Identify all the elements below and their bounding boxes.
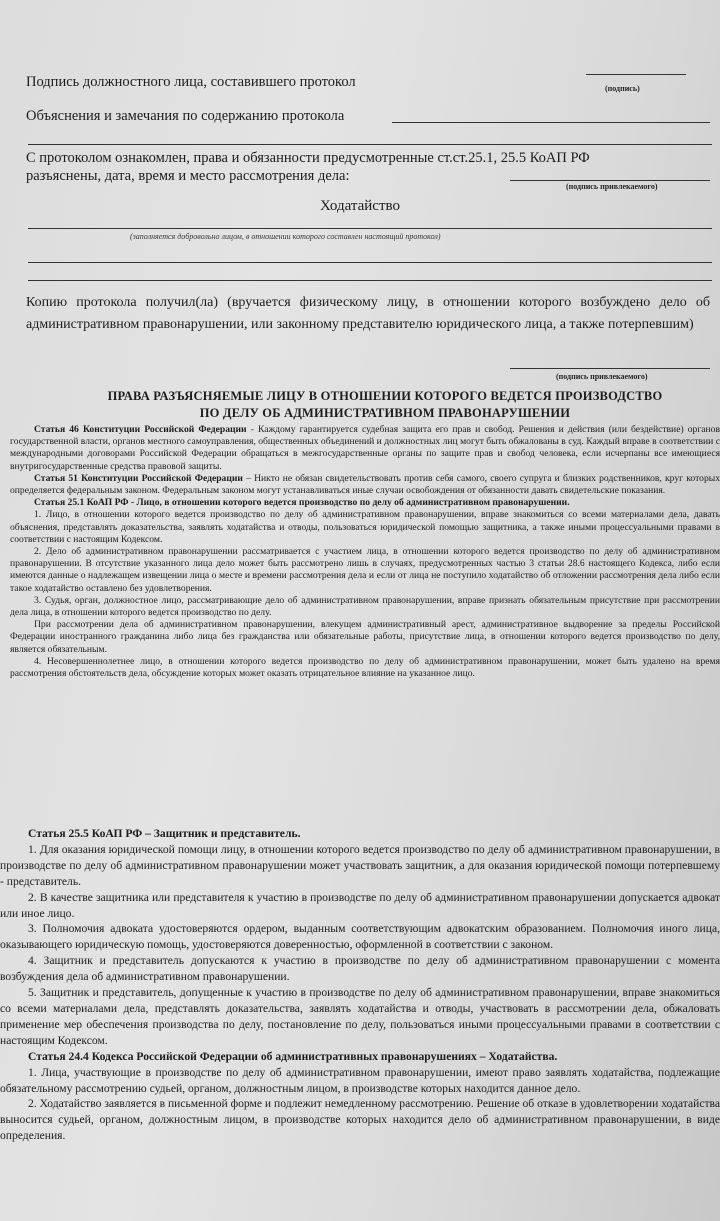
acquainted-row-1 [26, 150, 702, 167]
rights-body [10, 424, 720, 680]
art251-p2: 2. Дело об административном правонарушении рассматривается с участием лица, в отношении которого ведется производство по делу об административном правонарушении. В отсутствие указанного лица дело может быть рассмотрено лишь в случаях, предусмотренных частью 3 статьи 28.6 настоящего Кодекса, либо если имеются данные о надлежащем извещении лица о месте и времени рассмотрения дела и если от лица не поступило ходатайство об отложении рассмотрения дела либо если такое ходатайство оставлено без удовлетворения. [10, 546, 720, 594]
explanations-blank [392, 122, 710, 123]
art244-heading: Статья 24.4 Кодекса Российской Федерации об административных правонарушениях – Ходатайства. [28, 1049, 558, 1063]
art251-heading: Статья 25.1 КоАП РФ - Лицо, в отношении которого ведется производство по делу об административном правонарушении. [34, 497, 570, 509]
petition-blank-1 [28, 228, 712, 229]
signature-blank [586, 74, 686, 75]
acquainted-blank [510, 180, 710, 181]
art46-paragraph [10, 424, 720, 473]
petition-title: Ходатайство [320, 198, 400, 214]
art255-p5: 5. Защитник и представитель, допущенные к участию в производстве по делу об административном правонарушении, вправе знакомиться со всеми материалами дела, представлять доказательства, заявлять ходатайства и отводы, участвовать в рассмотрении дела, обжаловать применение мер обеспечения производства по делу, постановление по делу, пользоваться иными процессуальными правами в соответствии с настоящим Кодексом. [0, 986, 720, 1047]
petition-caption: (заполняется добровольно лицом, в отношении которого составлен настоящий протокол) [130, 232, 441, 241]
art51-heading: Статья 51 Конституции Российской Федерации [34, 472, 243, 484]
explanations-blank-2 [28, 144, 712, 145]
art244-p1: 1. Лица, участвующие в производстве по делу об административном правонарушении, имеют право заявлять ходатайства, подлежащие обязательному рассмотрению судьей, органом, должностным лицом, в производстве которых находится данное дело. [0, 1065, 720, 1095]
signature-row [26, 74, 702, 91]
art255-p1: 1. Для оказания юридической помощи лицу, в отношении которого ведется производство по делу об административном правонарушении, в производстве по делу об административном правонарушении может участвовать защитник, а для оказания юридической помощи потерпевшему - представитель. [0, 842, 720, 888]
acquainted-text-2: разъяснены, дата, время и место рассмотрения дела: [26, 168, 350, 184]
rights-title-line-2: ПО ДЕЛУ ОБ АДМИНИСТРАТИВНОМ ПРАВОНАРУШЕНИИ [199, 406, 571, 420]
art46-heading: Статья 46 Конституции Российской Федерации [34, 424, 247, 435]
art51-text: – Никто не обязан свидетельствовать против себя самого, своего супруга и близких родственников, круг которых определяется федеральным законом. Федеральным законом могут устанавливаться иные случаи освобождения от обязанности давать свидетельские показания. [10, 472, 720, 497]
art244-p2: 2. Ходатайство заявляется в письменной форме и подлежит немедленному рассмотрению. Решение об отказе в удовлетворении ходатайства выносится судьей, органом, должностным лицом, в производстве которых находится дело об административном правонарушении, в виде определения. [0, 1097, 720, 1143]
signature-caption: (подпись) [605, 84, 640, 93]
copy-received-paragraph: Копию протокола получил(ла) (вручается физическому лицу, в отношении которого возбуждено дело об административном правонарушении, или законному представителю юридического лица, а также потерпевшим) [26, 295, 710, 332]
art251-p3: 3. Судья, орган, должностное лицо, рассматривающие дело об административном правонарушении, вправе признать обязательным присутствие при рассмотрении дела лица, в отношении которого ведется производство по делу. [10, 594, 720, 619]
signature-label: Подпись должностного лица, составившего протокол [26, 74, 356, 90]
art255-p4: 4. Защитник и представитель допускаются к участию в производстве по делу об административном правонарушении с момента возбуждения дела об административном правонарушении. [0, 954, 720, 984]
art251-p4: 4. Несовершеннолетнее лицо, в отношении которого ведется производство по делу об административном правонарушении, может быть удалено на время рассмотрения обстоятельств дела, обсуждение которых может оказать отрицательное влияние на указанное лицо. [10, 655, 720, 680]
rights-title [60, 388, 710, 422]
copy-blank [510, 368, 710, 369]
copy-caption: (подпись привлекаемого) [556, 372, 648, 381]
petition-blank-3 [28, 280, 712, 281]
art251-p1: 1. Лицо, в отношении которого ведется производство по делу об административном правонарушении, вправе знакомиться со всеми материалами дела, давать объяснения, представлять доказательства, заявлять ходатайства и отводы, пользоваться юридической помощью защитника, а также иными процессуальными правами в соответствии с настоящим Кодексом. [10, 509, 720, 545]
art255-heading: Статья 25.5 КоАП РФ – Защитник и представитель. [28, 827, 301, 840]
art46-text: - Каждому гарантируется судебная защита его прав и свобод. Решения и действия (или бездействие) органов государственной власти, органов местного самоуправления, общественных объединений и должностных лиц могут быть обжалованы в суд. Каждый вправе в соответствии с международными договорами Российской Федерации обращаться в межгосударственные органы по защите прав и свобод человека, если исчерпаны все имеющиеся внутригосударственные средства правовой защиты. [10, 424, 720, 472]
acquainted-caption: (подпись привлекаемого) [566, 182, 658, 191]
art251-p3b: При рассмотрении дела об административном правонарушении, влекущем административный арест, административное выдворение за пределы Российской Федерации иностранного гражданина либо лица без гражданства или обязательные работы, присутствие лица, в отношении которого ведется производство по делу, является обязательным. [10, 619, 720, 655]
rights-title-line-1: ПРАВА РАЗЪЯСНЯЕМЫЕ ЛИЦУ В ОТНОШЕНИИ КОТОРОГО ВЕДЕТСЯ ПРОИЗВОДСТВО [107, 389, 663, 403]
art51-paragraph [10, 473, 720, 497]
petition-blank-2 [28, 262, 712, 263]
art255-p3: 3. Полномочия адвоката удостоверяются ордером, выданным соответствующим адвокатским образованием. Полномочия иного лица, оказывающего юридическую помощь, удостоверяются доверенностью, оформленной в соответствии с законом. [0, 922, 720, 952]
acquainted-text-1: С протоколом ознакомлен, права и обязанности предусмотренные ст.ст.25.1, 25.5 КоАП РФ [26, 150, 590, 166]
explanations-label: Объяснения и замечания по содержанию протокола [26, 108, 345, 124]
art255-p2: 2. В качестве защитника или представителя к участию в производстве по делу об административном правонарушении допускается адвокат или иное лицо. [0, 890, 720, 920]
defender-section [0, 826, 720, 1144]
